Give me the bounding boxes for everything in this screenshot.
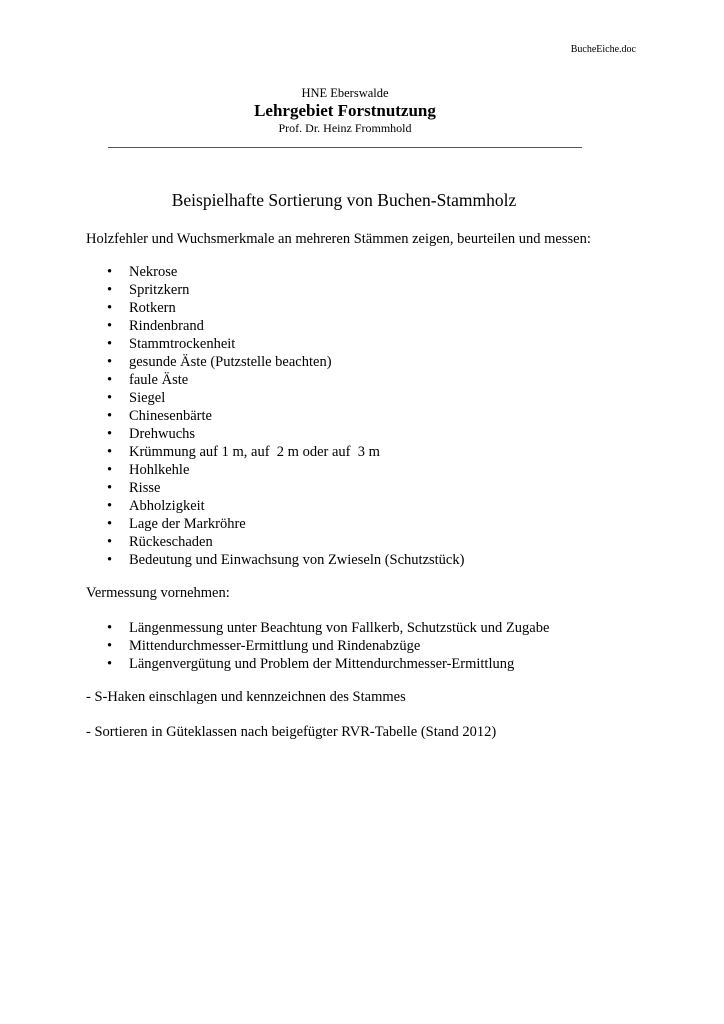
list-item bbox=[107, 497, 464, 515]
list-item-text: Mittendurchmesser-Ermittlung und Rindenabzüge bbox=[129, 638, 421, 654]
list-item-text: Abholzigkeit bbox=[129, 498, 205, 514]
bullet-icon: • bbox=[107, 282, 113, 298]
list-item bbox=[107, 443, 464, 461]
list-item-text: Lage der Markröhre bbox=[129, 516, 246, 532]
list-item bbox=[107, 619, 549, 637]
header-divider bbox=[108, 147, 582, 148]
list-item bbox=[107, 637, 549, 655]
measurement-intro: Vermessung vornehmen: bbox=[86, 585, 230, 601]
list-item bbox=[107, 479, 464, 497]
file-name: BucheEiche.doc bbox=[570, 44, 636, 55]
bullet-icon: • bbox=[107, 336, 113, 352]
bullet-icon: • bbox=[107, 372, 113, 388]
list-item-text: Drehwuchs bbox=[129, 426, 196, 442]
bullet-icon: • bbox=[107, 498, 113, 514]
list-item bbox=[107, 655, 549, 673]
measurement-list bbox=[107, 619, 549, 673]
bullet-icon: • bbox=[107, 300, 113, 316]
bullet-icon: • bbox=[107, 620, 113, 636]
bullet-icon: • bbox=[107, 638, 113, 654]
document-title: Beispielhafte Sortierung von Buchen-Stammholz bbox=[171, 190, 517, 210]
list-item-text: Rindenbrand bbox=[129, 318, 204, 334]
bullet-icon: • bbox=[107, 318, 113, 334]
step-s-haken: - S-Haken einschlagen und kennzeichnen des Stammes bbox=[86, 689, 406, 705]
list-item-text: Rotkern bbox=[129, 300, 176, 316]
list-item-text: Risse bbox=[129, 480, 161, 496]
list-item-text: gesunde Äste (Putzstelle beachten) bbox=[129, 354, 332, 370]
bullet-icon: • bbox=[107, 552, 113, 568]
bullet-icon: • bbox=[107, 462, 113, 478]
list-item-text: Spritzkern bbox=[129, 282, 190, 298]
intro-text: Holzfehler und Wuchsmerkmale an mehreren Stämmen zeigen, beurteilen und messen: bbox=[86, 231, 591, 247]
list-item bbox=[107, 317, 464, 335]
list-item-text: Längenmessung unter Beachtung von Fallkerb, Schutzstück und Zugabe bbox=[129, 620, 550, 636]
list-item bbox=[107, 425, 464, 443]
bullet-icon: • bbox=[107, 480, 113, 496]
bullet-icon: • bbox=[107, 656, 113, 672]
list-item bbox=[107, 371, 464, 389]
bullet-icon: • bbox=[107, 444, 113, 460]
list-item-text: Krümmung auf 1 m, auf 2 m oder auf 3 m bbox=[129, 444, 380, 460]
list-item bbox=[107, 299, 464, 317]
bullet-icon: • bbox=[107, 354, 113, 370]
step-sortieren: - Sortieren in Güteklassen nach beigefügter RVR-Tabelle (Stand 2012) bbox=[86, 724, 497, 740]
list-item bbox=[107, 281, 464, 299]
list-item bbox=[107, 461, 464, 479]
institution-name: HNE Eberswalde bbox=[301, 86, 389, 100]
list-item-text: Hohlkehle bbox=[129, 462, 190, 478]
bullet-icon: • bbox=[107, 390, 113, 406]
defect-list bbox=[107, 263, 464, 569]
list-item-text: Chinesenbärte bbox=[129, 408, 212, 424]
bullet-icon: • bbox=[107, 408, 113, 424]
department-name: Lehrgebiet Forstnutzung bbox=[254, 101, 436, 120]
bullet-icon: • bbox=[107, 426, 113, 442]
list-item-text: Stammtrockenheit bbox=[129, 336, 236, 352]
list-item bbox=[107, 389, 464, 407]
list-item-text: Längenvergütung und Problem der Mittendurchmesser-Ermittlung bbox=[129, 656, 515, 672]
list-item bbox=[107, 551, 464, 569]
list-item-text: Rückeschaden bbox=[129, 534, 213, 550]
bullet-icon: • bbox=[107, 534, 113, 550]
bullet-icon: • bbox=[107, 516, 113, 532]
list-item bbox=[107, 335, 464, 353]
list-item bbox=[107, 533, 464, 551]
list-item-text: faule Äste bbox=[129, 372, 189, 388]
list-item-text: Bedeutung und Einwachsung von Zwieseln (Schutzstück) bbox=[129, 552, 465, 568]
list-item-text: Siegel bbox=[129, 390, 166, 406]
list-item-text: Nekrose bbox=[129, 264, 178, 280]
professor-name: Prof. Dr. Heinz Frommhold bbox=[278, 121, 412, 135]
list-item bbox=[107, 407, 464, 425]
list-item bbox=[107, 263, 464, 281]
list-item bbox=[107, 353, 464, 371]
bullet-icon: • bbox=[107, 264, 113, 280]
list-item bbox=[107, 515, 464, 533]
letterhead bbox=[108, 86, 582, 136]
